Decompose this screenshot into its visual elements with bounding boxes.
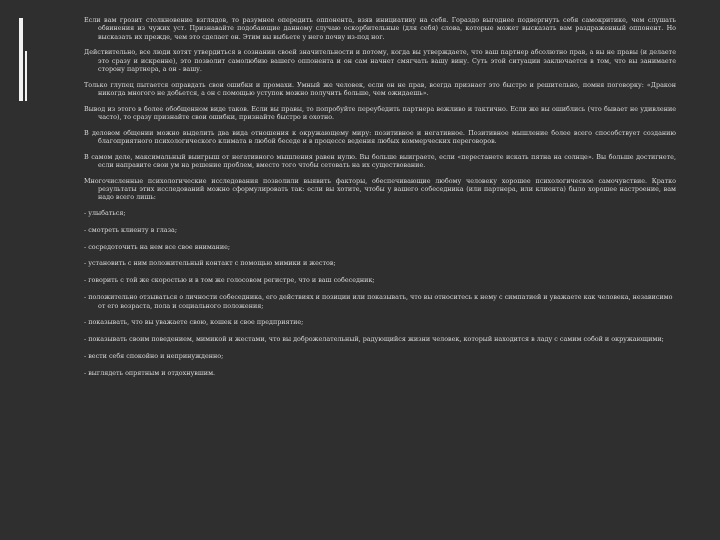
slide-body-text bbox=[84, 16, 676, 386]
paragraph: В самом деле, максимальный выигрыш от негативного мышления равен нулю. Вы больше выиграете, если «перестанете искать пятна на солнце». Вы больше достигнете, если направите свои ум на решение проблем, вместо того чтобы сетовать на их существование. bbox=[84, 152, 676, 169]
list-item: - говорить с той же скоростью и в том же голосовом регистре, что и ваш собеседник; bbox=[84, 276, 375, 285]
list-item: - смотреть клиенту в глаза; bbox=[84, 225, 178, 234]
list-item: - установить с ним положительный контакт с помощью мимики и жестов; bbox=[84, 259, 336, 268]
list-item: - положительно отзываться о личности собеседника, его действиях и позиции или показывать, что вы относитесь к нему с симпатией и уважаете как человека, независимо от его возраста, пола и социального положения; bbox=[84, 293, 673, 310]
decorative-bar bbox=[25, 51, 27, 101]
paragraph: Если вам грозит столкновение взглядов, то разумнее опередить оппонента, взяв инициативу на себя. Гораздо выгоднее подвергнуть себя самокритике, чем слушать обвинения из чужих уст. Признавайте подобающие данному случаю оскорбительные (для себя) слова, которые может высказать вам раздраженный оппонент. Но высказать их прежде, чем это сделает он. Этим вы выбьете у него почву из-под ног. bbox=[84, 16, 676, 41]
paragraph: Многочисленные психологические исследования позволили выявить факторы, обеспечивающие любому человеку хорошее психологическое самочувствие. Кратко результаты этих исследований можно сформулировать так: если вы хотите, чтобы у вашего собеседника (или партнера, или клиента) было хорошее настроение, вам надо всего лишь: bbox=[84, 176, 676, 202]
list-item: - сосредоточить на нем все свое внимание; bbox=[84, 242, 231, 251]
paragraph: Только глупец пытается оправдать свои ошибки и промахи. Умный же человек, если он не прав, всегда признает это быстро и решительно, помня поговорку: «Дракон никогда многого не добьется, а он с помощью уступок можно получить больше, чем ожидаешь». bbox=[84, 80, 676, 97]
paragraph: Вывод из этого в более обобщенном виде таков. Если вы правы, то попробуйте переубедить партнера вежливо и тактично. Если же вы ошиблись (что бывает не удивление часто), то сразу признайте свои ошибки, признайте быстро и охотно. bbox=[84, 104, 676, 121]
list-item: - показывать, что вы уважаете свою, кошек и свое предприятие; bbox=[84, 318, 304, 327]
list-item: - улыбаться; bbox=[84, 208, 126, 217]
paragraph: В деловом общении можно выделить два вида отношения к окружающему миру: позитивное и негативное. Позитивное мышление более всего способствует созданию благоприятного психологического климата в любой беседе и в процессе ведения любых коммерческих переговоров. bbox=[84, 128, 676, 145]
list-item: - выглядеть опрятным и отдохнувшим. bbox=[84, 369, 216, 378]
list-item: - вести себя спокойно и непринужденно; bbox=[84, 352, 224, 361]
decorative-bar bbox=[19, 51, 23, 101]
paragraph: Действительно, все люди хотят утвердиться в сознании своей значительности и потому, когда вы утверждаете, что ваш партнер абсолютно прав, а вы не правы (и делаете это сразу и искренне), это позволит самолюбию вашего оппонента и он сам начнет смягчать вашу вину. Суть этой ситуации заключается в том, что вы занимаете сторону партнера, а он - вашу. bbox=[84, 48, 676, 73]
list-item: - показывать своим поведением, мимикой и жестами, что вы доброжелательный, радующийся жизни человек, который находится в ладу с самим собой и окружающими; bbox=[84, 335, 664, 344]
